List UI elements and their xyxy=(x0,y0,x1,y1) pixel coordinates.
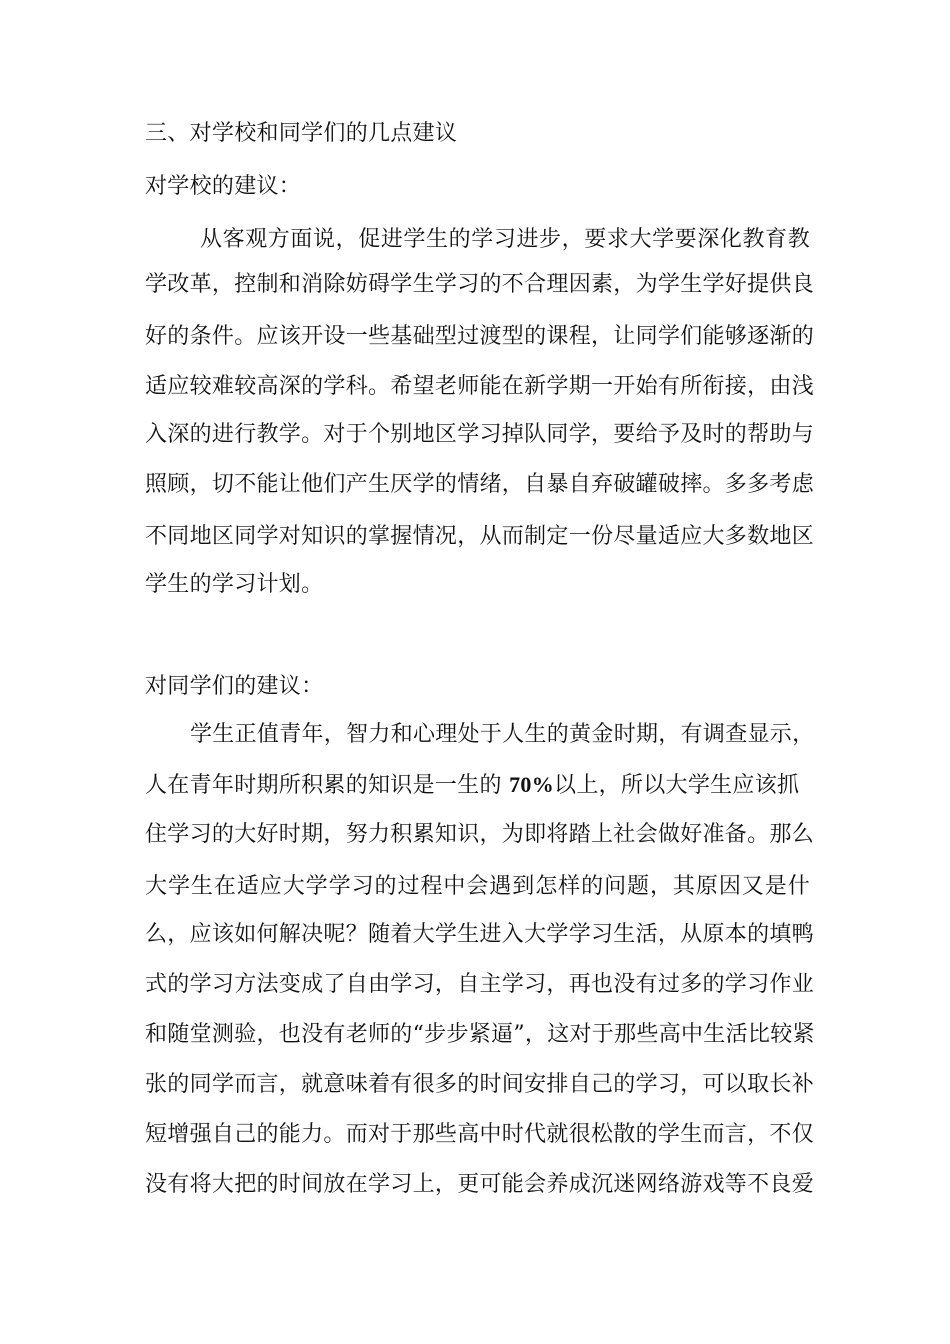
paragraph-line: 适应较难较高深的学科。希望老师能在新学期一开始有所衔接，由浅 xyxy=(145,374,815,399)
section-heading: 三、对学校和同学们的几点建议 xyxy=(145,121,458,146)
paragraph-line: 学生正值青年，智力和心理处于人生的黄金时期，有调查显示， xyxy=(190,722,815,747)
paragraph-line: 住学习的大好时期，努力积累知识，为即将踏上社会做好准备。那么 xyxy=(145,822,815,847)
paragraph-line: 好的条件。应该开设一些基础型过渡型的课程，让同学们能够逐渐的 xyxy=(145,324,815,349)
paragraph-line: 学改革，控制和消除妨碍学生学习的不合理因素，为学生学好提供良 xyxy=(145,272,815,297)
paragraph-line: 从客观方面说，促进学生的学习进步，要求大学要深化教育教 xyxy=(200,227,810,252)
paragraph-line: 没有将大把的时间放在学习上，更可能会养成沉迷网络游戏等不良爱 xyxy=(145,1172,815,1197)
paragraph-line: 短增强自己的能力。而对于那些高中时代就很松散的学生而言，不仅 xyxy=(145,1122,815,1147)
line-text-before: 人在青年时期所积累的知识是一生的 xyxy=(145,773,510,798)
paragraph-line-with-bold xyxy=(145,770,810,801)
students-suggestions-title: 对同学们的建议： xyxy=(145,674,324,699)
paragraph-line: 学生的学习计划。 xyxy=(145,572,324,597)
paragraph-line: 不同地区同学对知识的掌握情况，从而制定一份尽量适应大多数地区 xyxy=(145,524,815,549)
percentage-figure: 70% xyxy=(509,772,555,797)
paragraph-line: 和随堂测验，也没有老师的“步步紧逼”，这对于那些高中生活比较紧 xyxy=(145,1022,815,1047)
paragraph-line: 大学生在适应大学学习的过程中会遇到怎样的问题，其原因又是什 xyxy=(145,874,810,899)
school-suggestions-title: 对学校的建议： xyxy=(145,174,302,199)
paragraph-line: 张的同学而言，就意味着有很多的时间安排自己的学习，可以取长补 xyxy=(145,1072,815,1097)
paragraph-line: 照顾，切不能让他们产生厌学的情绪，自暴自弃破罐破摔。多多考虑 xyxy=(145,472,815,497)
line-text-after: 以上，所以大学生应该抓 xyxy=(554,773,800,798)
paragraph-line: 么，应该如何解决呢？随着大学生进入大学学习生活，从原本的填鸭 xyxy=(145,922,815,947)
paragraph-line: 式的学习方法变成了自由学习，自主学习，再也没有过多的学习作业 xyxy=(145,972,815,997)
paragraph-line: 入深的进行教学。对于个别地区学习掉队同学，要给予及时的帮助与 xyxy=(145,422,815,447)
